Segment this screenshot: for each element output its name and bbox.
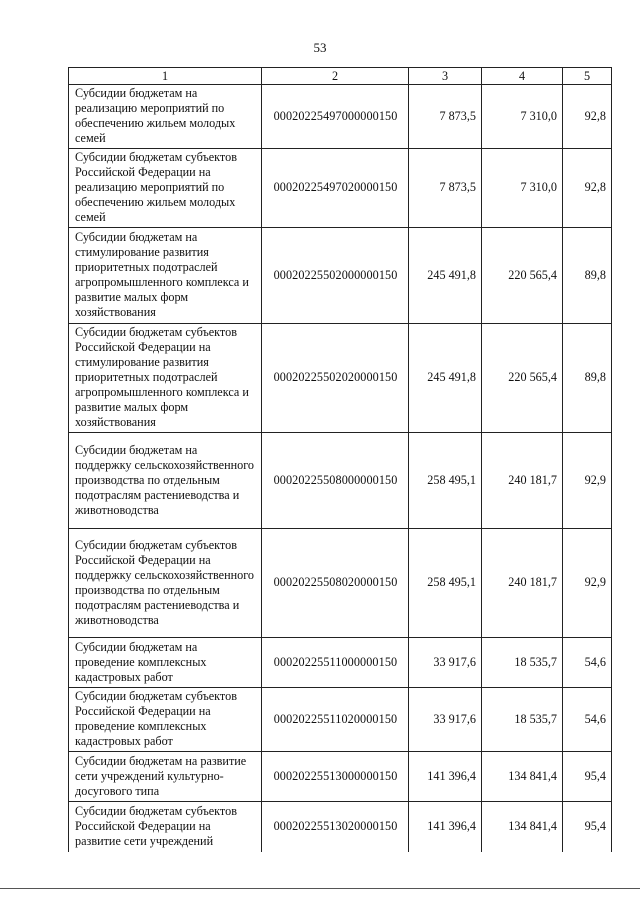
page-number: 53 — [313, 40, 327, 55]
row-col5: 95,4 — [563, 752, 612, 802]
row-col3: 141 396,4 — [409, 802, 482, 852]
column-header-1: 1 — [69, 68, 262, 85]
row-code: 00020225508020000150 — [262, 529, 409, 638]
row-code: 00020225511000000150 — [262, 638, 409, 688]
row-name: Субсидии бюджетам субъектов Российской Федерации на поддержку сельскохозяйственного производства по отдельным подотраслям растениеводства и животноводства — [69, 529, 262, 638]
row-col4: 7 310,0 — [482, 85, 563, 149]
row-name: Субсидии бюджетам субъектов Российской Федерации на реализацию мероприятий по обеспечению жильем молодых семей — [69, 149, 262, 228]
row-col4: 18 535,7 — [482, 688, 563, 752]
row-col3: 245 491,8 — [409, 228, 482, 324]
row-name: Субсидии бюджетам на поддержку сельскохозяйственного производства по отдельным подотраслям растениеводства и животноводства — [69, 433, 262, 529]
row-name: Субсидии бюджетам субъектов Российской Федерации на развитие сети учреждений — [69, 802, 262, 852]
row-col4: 220 565,4 — [482, 228, 563, 324]
row-col3: 258 495,1 — [409, 433, 482, 529]
row-code: 00020225497000000150 — [262, 85, 409, 149]
row-code: 00020225502000000150 — [262, 228, 409, 324]
row-code: 00020225513020000150 — [262, 802, 409, 852]
row-col3: 141 396,4 — [409, 752, 482, 802]
row-code: 00020225511020000150 — [262, 688, 409, 752]
row-name: Субсидии бюджетам на стимулирование развития приоритетных подотраслей агропромышленного комплекса и развитие малых форм хозяйствования — [69, 228, 262, 324]
row-col3: 258 495,1 — [409, 529, 482, 638]
row-col4: 240 181,7 — [482, 433, 563, 529]
row-col3: 7 873,5 — [409, 85, 482, 149]
row-col5: 54,6 — [563, 688, 612, 752]
row-name: Субсидии бюджетам субъектов Российской Федерации на стимулирование развития приоритетных подотраслей агропромышленного комплекса и развитие малых форм хозяйствования — [69, 324, 262, 433]
row-col3: 7 873,5 — [409, 149, 482, 228]
column-header-5: 5 — [563, 68, 612, 85]
table-row — [69, 529, 612, 638]
row-code: 00020225513000000150 — [262, 752, 409, 802]
table-row — [69, 149, 612, 228]
table-row — [69, 752, 612, 802]
row-col5: 95,4 — [563, 802, 612, 852]
row-code: 00020225508000000150 — [262, 433, 409, 529]
row-col4: 240 181,7 — [482, 529, 563, 638]
row-name: Субсидии бюджетам на реализацию мероприятий по обеспечению жильем молодых семей — [69, 85, 262, 149]
table-row — [69, 802, 612, 852]
row-col3: 245 491,8 — [409, 324, 482, 433]
row-col5: 92,8 — [563, 85, 612, 149]
row-col4: 220 565,4 — [482, 324, 563, 433]
row-code: 00020225502020000150 — [262, 324, 409, 433]
page-bottom-rule — [0, 888, 640, 889]
table-row — [69, 638, 612, 688]
column-header-2: 2 — [262, 68, 409, 85]
row-col4: 134 841,4 — [482, 802, 563, 852]
table-header-row — [69, 68, 612, 85]
table-row — [69, 228, 612, 324]
row-code: 00020225497020000150 — [262, 149, 409, 228]
row-col5: 89,8 — [563, 324, 612, 433]
row-col3: 33 917,6 — [409, 638, 482, 688]
budget-table — [68, 67, 612, 852]
row-col5: 89,8 — [563, 228, 612, 324]
row-col4: 7 310,0 — [482, 149, 563, 228]
table-row — [69, 688, 612, 752]
row-name: Субсидии бюджетам на развитие сети учреждений культурно-досугового типа — [69, 752, 262, 802]
row-col5: 92,9 — [563, 433, 612, 529]
row-col5: 54,6 — [563, 638, 612, 688]
column-header-4: 4 — [482, 68, 563, 85]
table-row — [69, 324, 612, 433]
row-name: Субсидии бюджетам на проведение комплексных кадастровых работ — [69, 638, 262, 688]
column-header-3: 3 — [409, 68, 482, 85]
row-col3: 33 917,6 — [409, 688, 482, 752]
row-col5: 92,8 — [563, 149, 612, 228]
table-row — [69, 85, 612, 149]
row-name: Субсидии бюджетам субъектов Российской Федерации на проведение комплексных кадастровых работ — [69, 688, 262, 752]
table-row — [69, 433, 612, 529]
row-col5: 92,9 — [563, 529, 612, 638]
row-col4: 18 535,7 — [482, 638, 563, 688]
row-col4: 134 841,4 — [482, 752, 563, 802]
